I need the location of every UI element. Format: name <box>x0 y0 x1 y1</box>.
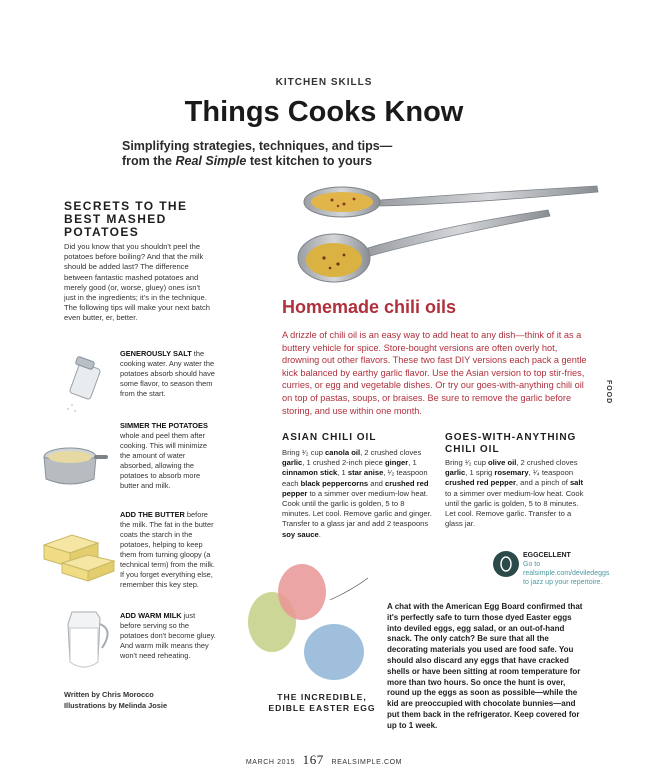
easter-eggs-illustration <box>242 560 392 690</box>
tip-bold: ADD THE BUTTER <box>120 510 185 519</box>
anything-chili-oil-heading <box>445 432 576 456</box>
pink-egg-icon <box>278 564 326 620</box>
heading-line: BEST MASHED <box>64 212 167 226</box>
subtitle-end: test kitchen to yours <box>246 154 373 168</box>
tip-milk <box>120 611 218 661</box>
page-title: Things Cooks Know <box>184 96 464 128</box>
easter-egg-text: A chat with the American Egg Board confirmed that it's perfectly safe to turn those dyed Easter eggs into deviled eggs, egg salad, or an out-of-hand snack. The only catch? Be sure that all the decorating materials you used are food safe. You should also discard any eggs that have cracked shells or have been sitting at room temperature for more than two hours. So once the hunt is over, round up the eggs as soon as possible—while the kid are preoccupied with chocolate bunnies—and put them back in the refrigerator. Keep covered for up to 1 week. <box>387 602 583 730</box>
asian-chili-oil-recipe: Bring ¹⁄₂ cup canola oil, 2 crushed cloves garlic, 1 crushed 2-inch piece ginger, 1 cinnamon stick, 1 star anise, ¹⁄₂ teaspoon each black peppercorns and crushed red pepper to a simmer over medium-low heat. Cook until the garlic is golden, 5 to 8 minutes. Let cool. Remove garlic and ginger. Transfer to a glass jar and add 2 teaspoons soy sauce. <box>282 448 432 539</box>
asian-chili-oil-heading: ASIAN CHILI OIL <box>282 432 377 443</box>
spoon-top-icon <box>304 186 598 217</box>
spoon-bottom-icon <box>298 210 550 282</box>
milk-pitcher-icon <box>56 606 116 676</box>
caption-line: THE INCREDIBLE, <box>277 692 367 702</box>
egg-badge-icon <box>493 551 519 577</box>
subtitle-from: from the <box>122 154 176 168</box>
heading-line: CHILI OIL <box>445 444 500 455</box>
tip-bold: SIMMER THE POTATOES <box>120 421 208 430</box>
section-side-label: FOOD <box>605 380 612 405</box>
butter-icon <box>38 523 118 583</box>
page-footer <box>0 752 648 768</box>
heading-line: SECRETS TO THE <box>64 199 188 213</box>
caption-line: EDIBLE EASTER EGG <box>268 703 376 713</box>
easter-egg-caption <box>268 692 376 714</box>
tip-simmer <box>120 421 218 491</box>
page-number: 167 <box>302 752 324 767</box>
credit-written: Written by Chris Morocco <box>64 690 154 699</box>
tip-text: the cooking water. Any water the potatoes absorb should have some flavor, to season them from the start. <box>120 349 215 398</box>
spoons-illustration <box>292 176 602 288</box>
chili-oils-intro: A drizzle of chili oil is an easy way to add heat to any dish—think of it as a buttery vehicle for spice. Store-bought versions are often overly hot, drowning out other flavors. These two fast DIY versions each pack a gentle kick balanced by earthy garlic flavor. Use the Asian version to top stir-fries, curries, or egg and vegetable dishes. Or try our goes-with-anything chili oil on top of pastas, soups, or braises. Be sure to remove the garlic before storing, and use within one month. <box>282 330 587 416</box>
heading-line: POTATOES <box>64 225 140 239</box>
mashed-potatoes-heading <box>64 200 234 239</box>
anything-chili-oil-recipe: Bring ¹⁄₂ cup olive oil, 2 crushed cloves garlic, 1 sprig rosemary, ¹⁄₄ teaspoon crushed red pepper, and a pinch of salt to a simmer over medium-low heat. Cook until the garlic is golden, 5 to 8 minutes. Let cool. Remove garlic. Transfer to a glass jar. <box>445 458 584 529</box>
eggcellent-heading: EGGCELLENT <box>523 552 571 559</box>
footer-site: REALSIMPLE.COM <box>331 759 403 766</box>
subtitle-brand: Real Simple <box>175 154 247 168</box>
tip-bold: ADD WARM MILK <box>120 611 182 620</box>
pot-icon <box>38 435 108 490</box>
subtitle-line-2 <box>122 154 502 169</box>
eggcellent-text[interactable]: Go to realsimple.com/deviledeggs to jazz up your repertoire. <box>523 561 610 586</box>
chili-oils-title: Homemade chili oils <box>282 297 457 317</box>
issue-date: MARCH 2015 <box>245 759 296 766</box>
tip-bold: GENEROUSLY SALT <box>120 349 192 358</box>
heading-line: GOES-WITH-ANYTHING <box>445 432 577 443</box>
eggcellent-callout <box>523 551 610 587</box>
credit-illustrations: Illustrations by Melinda Josie <box>64 701 168 710</box>
credits <box>64 689 167 711</box>
tip-salt <box>120 349 218 399</box>
subtitle-line-1: Simplifying strategies, techniques, and tips— <box>122 139 393 153</box>
section-kicker: KITCHEN SKILLS <box>275 77 373 88</box>
mashed-potatoes-intro: Did you know that you shouldn't peel the potatoes before boiling? And that the milk should be added last? The difference between fantastic mashed potatoes and merely good (or, worse, gluey) ones isn't just in the ingredients; it's in the technique. The following tips will make your next batch even butter, er, better. <box>64 242 211 323</box>
blue-egg-icon <box>304 624 364 680</box>
page-subtitle <box>122 139 502 169</box>
salt-shaker-icon <box>64 355 112 415</box>
tip-butter <box>120 510 218 590</box>
tip-text: before the milk. The fat in the butter coats the starch in the potatoes, helping to keep them from turning gloopy (a technical term) from the milk. If you forget everything else, remember this key step. <box>120 510 215 589</box>
tip-text: whole and peel them after cooking. This will minimize the amount of water absorbed, allowing the potatoes to absorb more butter and milk. <box>120 431 207 490</box>
tip-text: just before serving so the potatoes don't become gluey. And warm milk means they won't need reheating. <box>120 611 216 660</box>
